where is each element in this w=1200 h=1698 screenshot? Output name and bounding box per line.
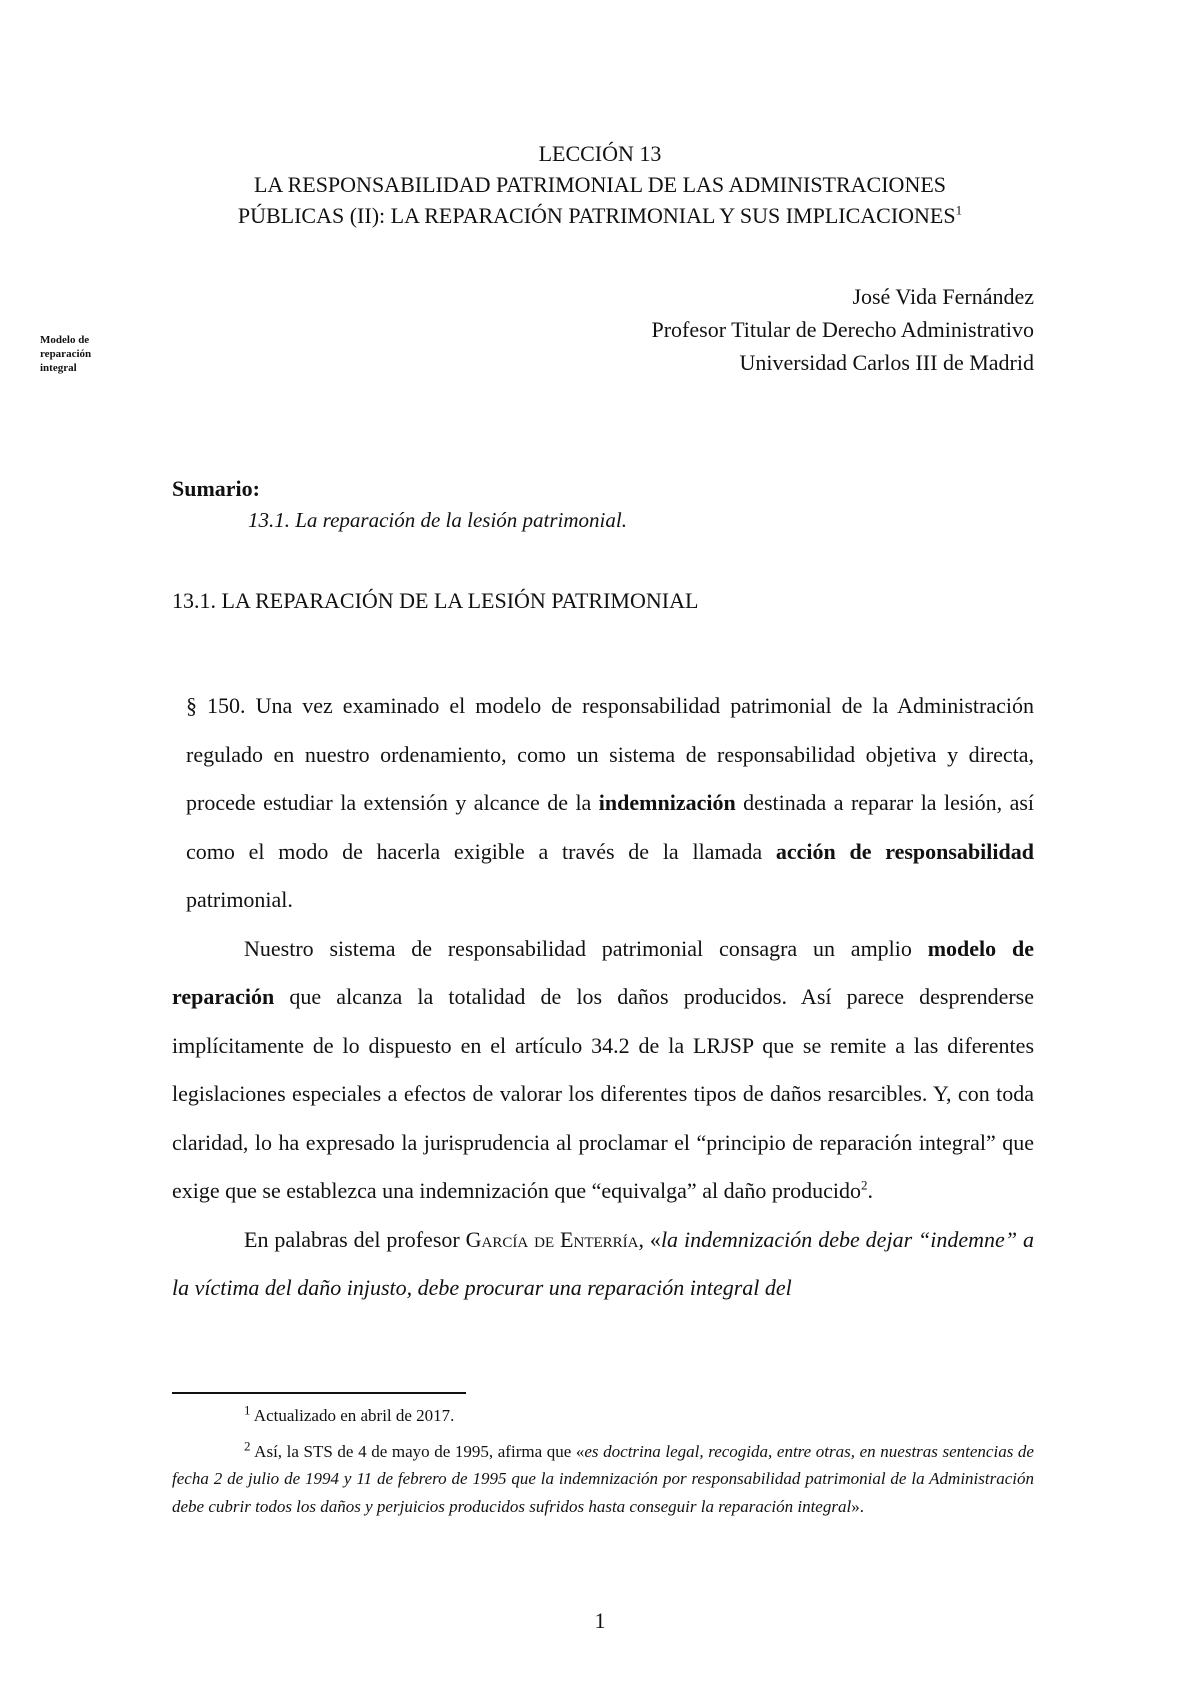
text-run: patrimonial.: [186, 887, 293, 912]
text-run: que alcanza la totalidad de los daños producidos. Así parece desprenderse implícitamente de lo dispuesto en el artículo 34.2 de la LRJSP que se remite a las diferentes legislaciones especiales a efectos de valorar los diferentes tipos de daños resarcibles. Y, con toda claridad, lo ha expresado la jurisprudencia al proclamar el “principio de reparación integral” que exige que se establezca una indemnización que “equivalga” al daño producido: [172, 984, 1034, 1203]
text-run: .: [867, 1178, 874, 1203]
text-run: , «: [638, 1226, 661, 1252]
text-run: En palabras del profesor: [244, 1226, 466, 1252]
lesson-number: LECCIÓN 13: [538, 141, 662, 166]
footnote-ref-1[interactable]: 1: [955, 202, 963, 218]
section-heading: 13.1. LA REPARACIÓN DE LA LESIÓN PATRIMONIAL: [172, 588, 699, 613]
document-title: [100, 138, 1100, 231]
summary-item[interactable]: 13.1. La reparación de la lesión patrimonial.: [248, 508, 627, 532]
title-line-2: [100, 200, 1100, 231]
footnote-separator: [172, 1392, 466, 1394]
margin-note: [40, 333, 120, 375]
author-institution: Universidad Carlos III de Madrid: [739, 350, 1034, 375]
bold-term: modelo de reparación: [172, 935, 1034, 1009]
footnote-2: [172, 1438, 1034, 1521]
page-number: 1: [594, 1608, 606, 1633]
footnote-text: Así, la STS de 4 de mayo de 1995, afirma que «: [250, 1441, 585, 1461]
bold-term: indemnización: [598, 790, 736, 815]
footnote-quote: es doctrina legal, recogida, entre otras, en nuestras sentencias de fecha 2 de julio de 1994 y 11 de febrero de 1995 que la indemnización por responsabilidad patrimonial de la Administración debe cubrir todos los daños y perjuicios producidos sufridos hasta conseguir la reparación integral: [172, 1441, 1034, 1516]
footnote-text: ».: [851, 1496, 864, 1516]
summary-label: Sumario:: [172, 476, 260, 501]
cited-author: García de Enterría: [465, 1226, 639, 1252]
author-block: [651, 280, 1034, 379]
footnote-1: [172, 1402, 1034, 1430]
margin-note-line: Modelo de: [40, 334, 90, 346]
bold-term: acción de responsabilidad: [775, 838, 1034, 864]
text-run: Nuestro sistema de responsabilidad patrimonial consagra un amplio: [244, 935, 928, 961]
margin-note-line: reparación: [40, 348, 92, 360]
title-line-1: LA RESPONSABILIDAD PATRIMONIAL DE LAS ADMINISTRACIONES: [253, 172, 947, 197]
text-run: destinada a reparar la lesión, así como el modo de hacerla exigible a través de la llamada: [186, 790, 1035, 864]
footnote-ref-2[interactable]: 2: [861, 1177, 868, 1193]
paragraph-3: [172, 1216, 1034, 1313]
body-text: [172, 682, 1034, 1313]
title-line-2-text: PÚBLICAS (II): LA REPARACIÓN PATRIMONIAL Y SUS IMPLICACIONES: [237, 203, 956, 228]
footnote-text: Actualizado en abril de 2017.: [250, 1406, 455, 1425]
footnote-number: 2: [244, 1437, 251, 1453]
footnote-number: 1: [244, 1402, 251, 1418]
paragraph-2: [172, 925, 1034, 1216]
author-name: José Vida Fernández: [852, 284, 1034, 309]
author-position: Profesor Titular de Derecho Administrativo: [651, 317, 1034, 342]
text-run: § 150. Una vez examinado el modelo de responsabilidad patrimonial de la Administración regulado en nuestro ordenamiento, como un sistema de responsabilidad objetiva y directa, procede estudiar la extensión y alcance de la: [186, 693, 1034, 815]
paragraph-150: [172, 682, 1034, 925]
margin-note-line: integral: [40, 362, 77, 374]
footnotes: [172, 1402, 1034, 1520]
quote-italic: la indemnización debe dejar “indemne” a la víctima del daño injusto, debe procurar una reparación integral del: [172, 1226, 1034, 1300]
